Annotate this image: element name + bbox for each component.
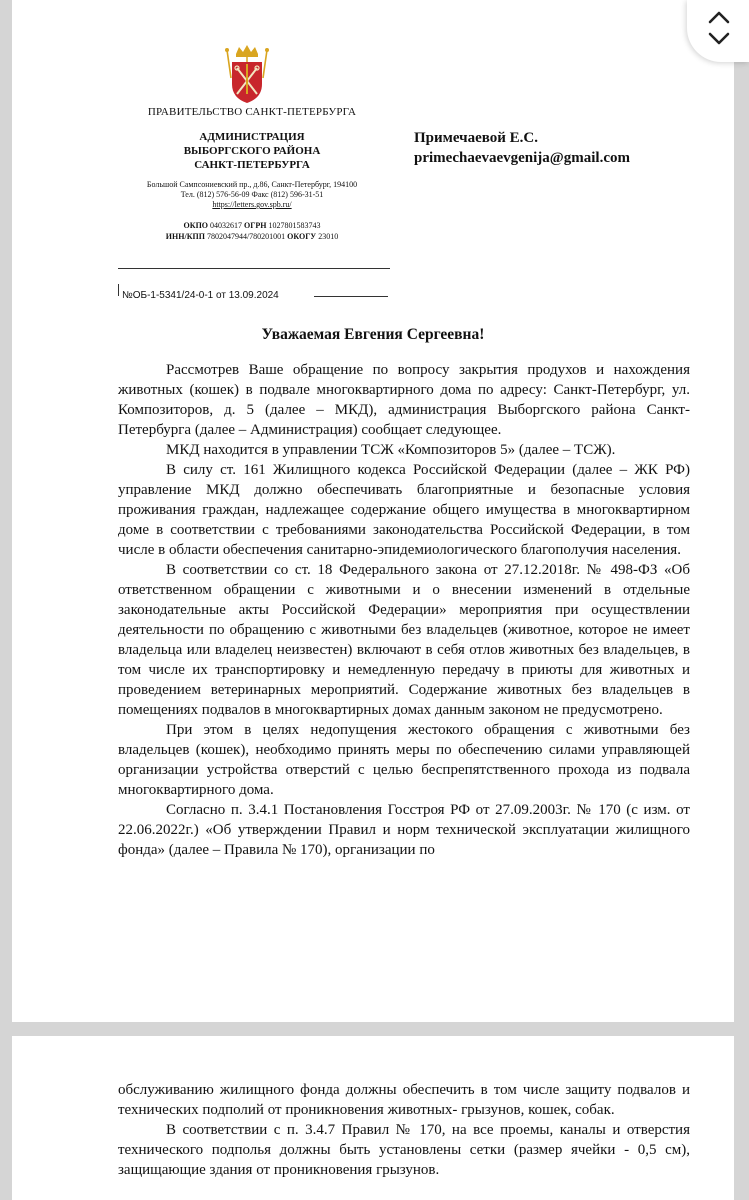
paragraph: В соответствии со ст. 18 Федерального закона от 27.12.2018г. № 498-ФЗ «Об ответственном обращении с животными и о внесении изменений в отдельные законодательные акты Российской Федерации» мероприятия при осуществлении деятельности по обращению с животными без владельцев (животное, которое не имеет владельца или владелец неизвестен) включают в себя отлов животных без владельцев, в том числе их транспортировку и немедленную передачу в приюты для животных и проведением ветеринарных мероприятий. Содержание животных без владельцев в помещениях подвалов в многоквартирных домах данным законом не предусмотрено. bbox=[118, 562, 690, 718]
website-link[interactable]: https://letters.gov.spb.ru/ bbox=[212, 200, 292, 209]
paragraph: В соответствии с п. 3.4.7 Правил № 170, на все проемы, каналы и отверстия технического подполья должны быть установлены сетки (размер ячейки - 0,5 см), защищающие здания от проникновения грызунов. bbox=[118, 1122, 690, 1178]
codes-line-2 bbox=[107, 231, 397, 242]
ogrn-label: ОГРН bbox=[244, 221, 267, 230]
recipient-email: primechaevaevgenija@gmail.com bbox=[414, 150, 630, 166]
letter-page-2 bbox=[12, 1036, 734, 1200]
paragraph: В силу ст. 161 Жилищного кодекса Российской Федерации (далее – ЖК РФ) управление МКД должно обеспечивать благоприятные и безопасные условия проживания граждан, надлежащее содержание общего имущества в многоквартирном доме в соответствии с требованиями законодательства Российской Федерации, в том числе в области обеспечения санитарно-эпидемиологического благополучия населения. bbox=[118, 462, 690, 558]
divider bbox=[118, 268, 390, 269]
divider-tick bbox=[118, 284, 119, 296]
admin-line: АДМИНИСТРАЦИЯ bbox=[199, 131, 305, 143]
okpo-value: 04032617 bbox=[210, 221, 243, 230]
administration-title bbox=[122, 130, 382, 172]
codes-line-1 bbox=[107, 220, 397, 231]
government-title: ПРАВИТЕЛЬСТВО САНКТ-ПЕТЕРБУРГА bbox=[147, 106, 357, 118]
contact-block bbox=[107, 180, 397, 210]
okogu-label: ОКОГУ bbox=[287, 232, 317, 241]
letter-body-continued bbox=[118, 1080, 690, 1180]
paragraph: Согласно п. 3.4.1 Постановления Госстроя РФ от 27.09.2003г. № 170 (с изм. от 22.06.2022г.) «Об утверждении Правил и норм технической эксплуатации жилищного фонда» (далее – Правила № 170), организации по bbox=[118, 802, 690, 858]
paragraph: Рассмотрев Ваше обращение по вопросу закрытия продухов и нахождения животных (кошек) в подвале многоквартирного дома по адресу: Санкт-Петербург, ул. Композиторов, д. 5 (далее – МКД), администрация Выборгского района Санкт-Петербурга (далее – Администрация) сообщает следующее. bbox=[118, 362, 690, 438]
letter-page-1 bbox=[12, 0, 734, 1022]
registration-codes bbox=[107, 220, 397, 242]
reference-underline bbox=[314, 296, 388, 297]
ogrn-value: 1027801583743 bbox=[268, 221, 321, 230]
inn-kpp-label: ИНН/КПП bbox=[165, 232, 205, 241]
recipient-block bbox=[414, 128, 630, 168]
okogu-value: 23010 bbox=[318, 232, 339, 241]
phone-fax: Тел. (812) 576-56-09 Факс (812) 596-31-51 bbox=[180, 190, 324, 199]
recipient-name: Примечаевой Е.С. bbox=[414, 130, 538, 146]
inn-kpp-value: 7802047944/780201001 bbox=[206, 232, 286, 241]
coat-of-arms-icon bbox=[222, 44, 272, 106]
greeting: Уважаемая Евгения Сергеевна! bbox=[261, 326, 485, 343]
admin-line: САНКТ-ПЕТЕРБУРГА bbox=[194, 159, 310, 171]
postal-address: Большой Сампсониевский пр., д.86, Санкт-Петербург, 194100 bbox=[146, 180, 358, 189]
okpo-label: ОКПО bbox=[183, 221, 209, 230]
paragraph: обслуживанию жилищного фонда должны обеспечить в том числе защиту подвалов и технических подполий от проникновения животных- грызунов, кошек, собак. bbox=[118, 1082, 690, 1118]
reference-number: №ОБ-1-5341/24-0-1 от 13.09.2024 bbox=[122, 290, 279, 301]
chevron-down-icon[interactable] bbox=[707, 32, 731, 46]
paragraph: При этом в целях недопущения жестокого обращения с животными без владельцев (кошек), необходимо принять меры по обеспечению силами управляющей организации устройства отверстий с целью беспрепятственного прохода из подвала многоквартирного дома. bbox=[118, 722, 690, 798]
admin-line: ВЫБОРГСКОГО РАЙОНА bbox=[183, 145, 321, 157]
paragraph: МКД находится в управлении ТСЖ «Композиторов 5» (далее – ТСЖ). bbox=[166, 442, 616, 458]
letter-body bbox=[118, 360, 690, 860]
chevron-up-icon[interactable] bbox=[707, 10, 731, 24]
